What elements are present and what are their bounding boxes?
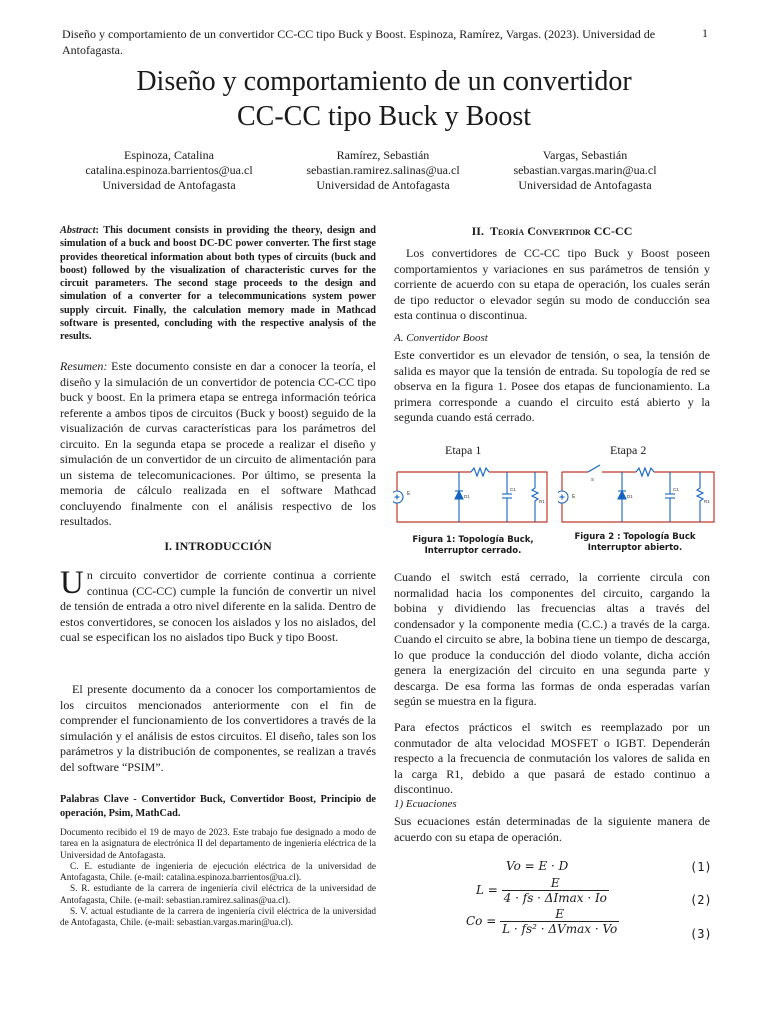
label-e: E xyxy=(572,494,576,500)
abstract-label: Abstract xyxy=(60,225,96,236)
equation-lhs: L = xyxy=(476,883,498,897)
author-name: Espinoza, Catalina xyxy=(124,148,214,162)
footnote: S. V. actual estudiante de la carrera de ingeniería civil eléctrica de la universidad de Antofagasta, Chile. (e-mail: sebastian.vargas.marin@ua.cl). xyxy=(60,907,376,929)
author-name: Vargas, Sebastián xyxy=(542,148,628,162)
author-affiliation: Universidad de Antofagasta xyxy=(102,178,236,192)
paper-title xyxy=(60,64,708,134)
subsection-convertidor-boost: A. Convertidor Boost xyxy=(394,332,488,344)
boost-paragraph: Este convertidor es un elevador de tensión, o sea, la tensión de salida es mayor que la tensión de entrada. Su topología de red se observa en la figura 1. Posee dos etapas de funcionamiento. La primera corresponde a cuando el circuito está abierto y la segunda cuando está cerrado. xyxy=(394,348,710,424)
equation-lhs: Co = xyxy=(466,914,497,928)
resumen-label: Resumen: xyxy=(60,359,108,373)
equation-number: (2) xyxy=(690,893,712,907)
source-e xyxy=(393,491,403,503)
diode-d1 xyxy=(455,472,463,522)
section-heading-teoria xyxy=(394,224,710,239)
intro-p1-text: n circuito convertidor de corriente continua a corriente continua (CC-CC) cumple la función de convertir un nivel de tensión de entrada a otro nivel diferente en la salida. Dentro de estos convertidores, se conocen los aislados y los no aislados, del cual se especifican los no aislados tipo Buck y tipo Boost. xyxy=(60,568,376,644)
inductor-icon xyxy=(636,468,654,476)
section-title: Teoría Convertidor CC-CC xyxy=(489,224,633,238)
intro-paragraph-2: El presente documento da a conocer los comportamientos de los circuitos mencionados anteriormente con el fin de comprender el funcionamiento de los convertidores a través de la simulación y el análisis de estos circuitos. El diseño, tales son los parámetros y la distribución de componentes, se realizan a través del software “PSIM”. xyxy=(60,682,376,774)
fraction-numerator: E xyxy=(502,876,609,891)
caption-line: Interruptor abierto. xyxy=(587,543,683,553)
author-block-1 xyxy=(54,148,284,193)
label-r1: R1 xyxy=(539,499,545,504)
author-email: catalina.espinoza.barrientos@ua.cl xyxy=(85,163,253,177)
capacitor-c1 xyxy=(665,472,675,522)
circuit-wires xyxy=(397,472,547,522)
caption-line: Interruptor cerrado. xyxy=(424,546,522,556)
author-block-3 xyxy=(470,148,700,193)
title-line-2: CC-CC tipo Buck y Boost xyxy=(236,101,532,132)
figure-1-circuit xyxy=(393,460,551,532)
footnotes xyxy=(60,828,376,930)
author-affiliation: Universidad de Antofagasta xyxy=(316,178,450,192)
open-switch-icon xyxy=(588,465,600,472)
equation-3 xyxy=(466,907,619,936)
inductor-icon xyxy=(471,468,489,476)
equations-intro: Sus ecuaciones están determinadas de la siguiente manera de acuerdo con su etapa de operación. xyxy=(394,814,710,844)
figure-1-title: Etapa 1 xyxy=(445,443,482,457)
author-affiliation: Universidad de Antofagasta xyxy=(518,178,652,192)
fraction-denominator: L · fs² · ΔVmax · Vo xyxy=(502,922,618,936)
drop-cap: U xyxy=(60,565,84,601)
running-head: Diseño y comportamiento de un convertidor CC-CC tipo Buck y Boost. Espinoza, Ramírez, Vargas. (2023). Universidad de Antofagasta. xyxy=(62,27,656,57)
abstract xyxy=(60,224,376,344)
equation-number: (3) xyxy=(690,927,712,941)
figure-2-caption xyxy=(560,532,710,554)
label-c1: C1 xyxy=(510,487,516,492)
footnote: S. R. estudiante de la carrera de ingeniería civil eléctrica de la universidad de Antofagasta, Chile. (e-mail: sebastian.ramirez.salinas@ua.cl). xyxy=(60,884,376,906)
switch-paragraph: Cuando el switch está cerrado, la corriente circula con normalidad hacia los componentes del circuito, cargando la bobina y dividiendo las frecuencias altas a través del condensador y la componente media (C.C.) a través de la carga. Cuando el circuito se abre, la bobina tiene un tiempo de descarga, lo que produce la conducción del diodo volante, dicha acción genera la energización del circuito en una segunda parte y descarga. De esa forma las formas de onda esperadas varían según se muestra en la figura. xyxy=(394,570,710,708)
section-heading-introduccion: I. INTRODUCCIÓN xyxy=(164,539,272,553)
fraction-denominator: 4 · fs · ΔImax · Io xyxy=(503,891,607,905)
equation-fraction xyxy=(502,876,609,905)
label-r1: R1 xyxy=(704,499,710,504)
figure-2-circuit xyxy=(558,460,718,532)
author-block-2 xyxy=(268,148,498,193)
title-line-1: Diseño y comportamiento de un convertidor xyxy=(136,66,632,97)
label-s: S xyxy=(591,477,595,482)
equation-number: (1) xyxy=(690,860,712,874)
equation-2 xyxy=(476,876,609,905)
resistor-icon xyxy=(532,472,538,522)
resumen xyxy=(60,359,376,530)
subsection-ecuaciones: 1) Ecuaciones xyxy=(394,798,457,810)
capacitor-c1 xyxy=(502,472,512,522)
resumen-text: Este documento consiste en dar a conocer la teoría, el diseño y la simulación de un convertidor de potencia CC-CC tipo buck y boost. En la primera etapa se entrega información teórica referente a ambos tipos de circuitos (Buck y boost) seguido de la visualización de curvas características para los parámetros del circuito. En la segunda etapa se procede a realizar el diseño y simulación de un convertidor de un circuito de alimentación para un sistema de telecomunicaciones. Por último, se presenta la memoria de cálculo realizada en el software Mathcad concluyendo finalmente con el análisis respectivo de los resultados. xyxy=(60,359,376,528)
circuit-wires xyxy=(562,472,714,522)
label-d1: D1 xyxy=(464,494,470,499)
diode-d1 xyxy=(618,472,626,522)
label-d1: D1 xyxy=(627,494,633,499)
caption-line: Figura 1: Topología Buck, xyxy=(412,535,534,545)
abstract-text: : This document consists in providing the theory, design and simulation of a buck and boost DC-DC power converter. The first stage provides theoretical information about both types of circuits (buck and boost) followed by the visualization of characteristic curves for the circuit parameters. The second stage proceeds to the design and simulation of a converter for a telecommunications system power supply circuit. Finally, the calculation memory made in Mathcad software is presented, concluding with the respective analysis of the results. xyxy=(60,225,376,343)
mosfet-paragraph: Para efectos prácticos el switch es reemplazado por un conmutador de alta velocidad MOSFET o IGBT. Dependerán respecto a la frecuencia de conmutación los valores de salida en la carga R1, debido a que pasará de estado continuo a discontinuo. xyxy=(394,720,710,796)
label-e: E xyxy=(407,491,411,497)
fraction-numerator: E xyxy=(500,907,619,922)
author-email: sebastian.ramirez.salinas@ua.cl xyxy=(306,163,460,177)
caption-line: Figura 2 : Topología Buck xyxy=(574,532,696,542)
resistor-icon xyxy=(697,472,703,522)
footnote: C. E. estudiante de ingeniería de ejecución eléctrica de la universidad de Antofagasta, Chile. (e-mail: catalina.espinoza.barrientos@ua.cl). xyxy=(60,861,376,884)
page-number: 1 xyxy=(702,26,708,40)
author-name: Ramírez, Sebastián xyxy=(336,148,430,162)
figure-2-title: Etapa 2 xyxy=(610,443,647,457)
source-e xyxy=(558,491,568,503)
theory-paragraph: Los convertidores de CC-CC tipo Buck y Boost poseen comportamientos y variaciones en sus parámetros de tensión y corriente de acuerdo con su etapa de operación, los cuales serán de tipo reductor o elevador según su modo de conducción sea esta continua o discontinua. xyxy=(394,246,710,322)
author-email: sebastian.vargas.marin@ua.cl xyxy=(513,163,657,177)
equation-1: Vo = E · D xyxy=(506,859,569,873)
section-number: II. xyxy=(471,224,484,238)
footnote: Documento recibido el 19 de mayo de 2023. Este trabajo fue designado a modo de tarea en la asignatura de electrónica II del departamento de ingeniería eléctrica de la Universidad de Antofagasta. xyxy=(60,828,376,861)
equation-fraction xyxy=(500,907,619,936)
figure-1-caption xyxy=(398,535,548,557)
keywords: Palabras Clave - Convertidor Buck, Convertidor Boost, Principio de operación, Psim, MathCad. xyxy=(60,794,376,819)
intro-paragraph-1 xyxy=(60,565,376,646)
label-c1: C1 xyxy=(673,487,679,492)
